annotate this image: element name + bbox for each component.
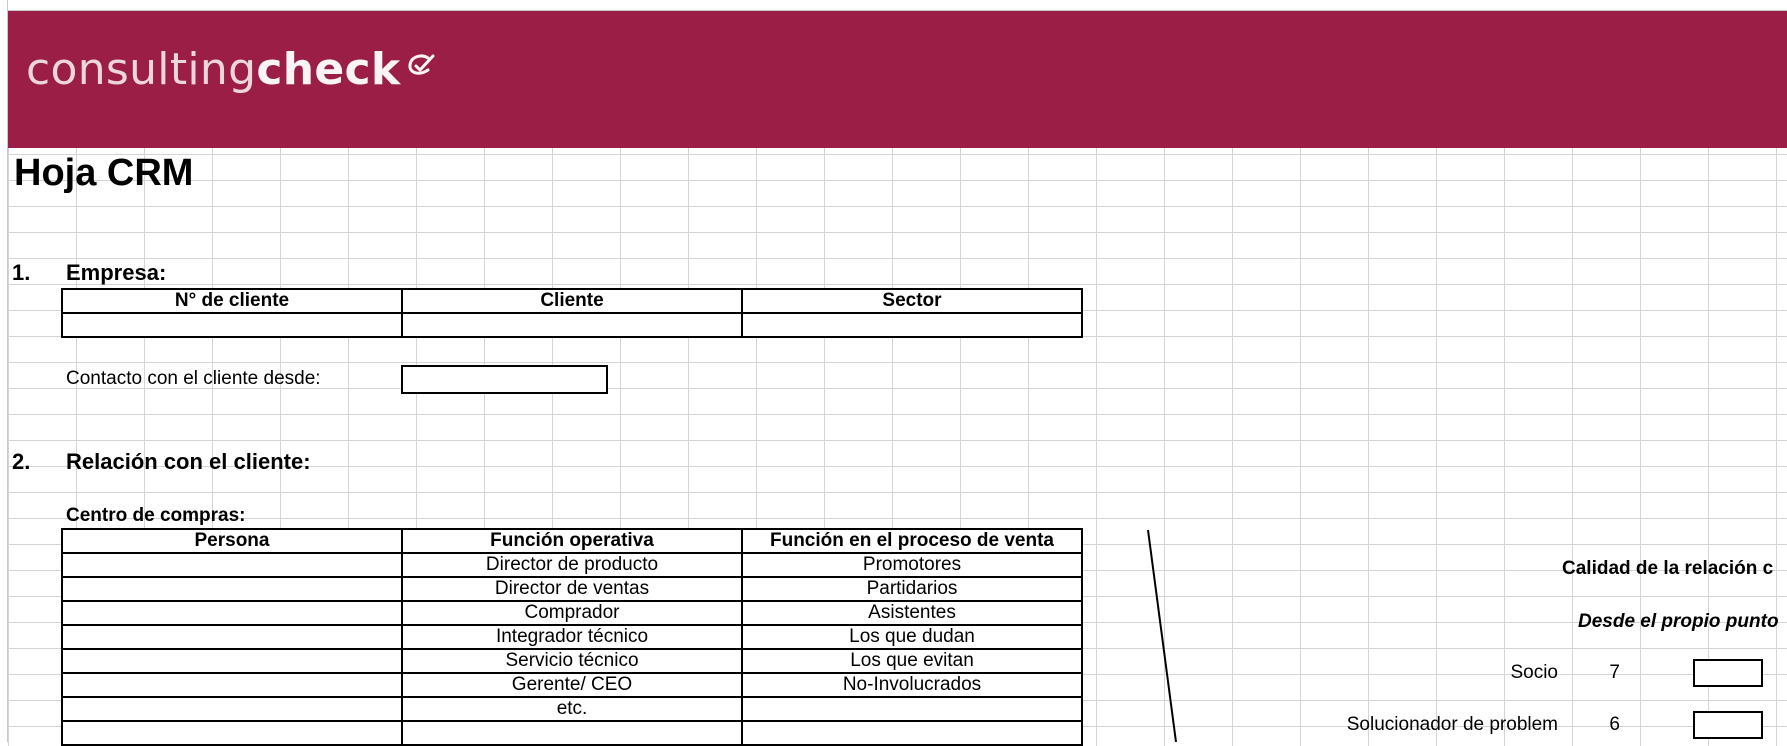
section2-heading: Relación con el cliente: [66,449,311,474]
diagram-line [1140,520,1180,742]
persona-cell[interactable] [62,625,402,649]
row-gutter [0,0,8,742]
brand-name-light: consulting [26,44,257,95]
table-row [62,601,1082,625]
section2-number: 2. [12,449,31,474]
empty-cell[interactable] [742,721,1082,745]
column-header-client-number: N° de cliente [62,289,402,313]
column-header-funcion-proceso: Función en el proceso de venta [742,529,1082,553]
column-header-funcion-operativa: Función operativa [402,529,742,553]
brand-logo [26,44,436,95]
funcion-operativa-cell: Gerente/ CEO [402,673,742,697]
table-row [62,577,1082,601]
funcion-proceso-cell: Promotores [742,553,1082,577]
table-row [62,721,1082,745]
persona-cell[interactable] [62,601,402,625]
buying-center-label: Centro de compras: [66,505,246,526]
column-header-persona: Persona [62,529,402,553]
client-cell[interactable] [402,313,742,337]
table-row [62,697,1082,721]
empty-cell[interactable] [62,721,402,745]
persona-cell[interactable] [62,697,402,721]
empty-cell[interactable] [402,721,742,745]
funcion-proceso-cell: Asistentes [742,601,1082,625]
check-swirl-icon [402,50,436,84]
quality-subheading: Desde el propio punto [1578,611,1779,632]
funcion-operativa-cell: Director de ventas [402,577,742,601]
funcion-operativa-cell: Servicio técnico [402,649,742,673]
funcion-proceso-cell: No-Involucrados [742,673,1082,697]
quality-level-checkbox[interactable] [1693,711,1763,739]
table-row [62,649,1082,673]
page-title: Hoja CRM [14,152,194,194]
contact-since-field[interactable] [401,365,608,394]
column-header-sector: Sector [742,289,1082,313]
funcion-operativa-cell: Integrador técnico [402,625,742,649]
persona-cell[interactable] [62,577,402,601]
funcion-operativa-cell: etc. [402,697,742,721]
table-row [62,625,1082,649]
sector-cell[interactable] [742,313,1082,337]
company-table [61,288,1083,338]
persona-cell[interactable] [62,553,402,577]
quality-level-label: Solucionador de problem [1346,714,1558,735]
column-header-client: Cliente [402,289,742,313]
section1-heading: Empresa: [66,260,167,285]
funcion-operativa-cell: Director de producto [402,553,742,577]
sheet-top-border [0,0,1787,11]
funcion-proceso-cell: Los que evitan [742,649,1082,673]
persona-cell[interactable] [62,673,402,697]
contact-since-label: Contacto con el cliente desde: [66,368,321,389]
funcion-proceso-cell: Los que dudan [742,625,1082,649]
funcion-operativa-cell: Comprador [402,601,742,625]
brand-name-bold: check [256,44,401,95]
funcion-proceso-cell: Partidarios [742,577,1082,601]
quality-level-score: 7 [1609,662,1620,683]
client-number-cell[interactable] [62,313,402,337]
funcion-proceso-cell [742,697,1082,721]
quality-level-score: 6 [1609,714,1620,735]
persona-cell[interactable] [62,649,402,673]
table-row [62,673,1082,697]
table-row [62,553,1082,577]
quality-level-label: Socio [1510,662,1558,683]
quality-heading: Calidad de la relación c [1562,558,1774,579]
buying-center-table [61,528,1083,746]
quality-level-checkbox[interactable] [1693,659,1763,687]
section1-number: 1. [12,260,31,285]
